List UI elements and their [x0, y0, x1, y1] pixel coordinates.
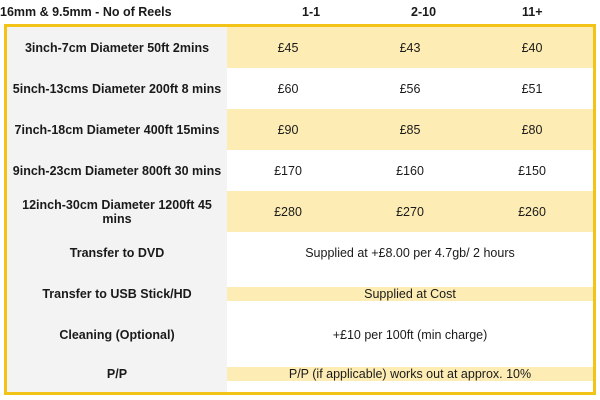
price-cell: £40 — [521, 40, 543, 55]
header-col-3: 11+ — [522, 5, 543, 19]
price-cell: £85 — [399, 122, 421, 137]
table-row — [7, 68, 593, 109]
table-header — [0, 0, 600, 24]
price-cell: £150 — [518, 163, 546, 178]
price-cell: £45 — [277, 40, 299, 55]
span-cell: Supplied at Cost — [227, 287, 593, 301]
price-table — [4, 24, 596, 395]
price-cell: £51 — [521, 81, 543, 96]
table-row — [7, 314, 593, 355]
price-cell: £43 — [399, 40, 421, 55]
price-cell: £270 — [396, 204, 424, 219]
span-cell: Supplied at +£8.00 per 4.7gb/ 2 hours — [227, 246, 593, 260]
span-cell: +£10 per 100ft (min charge) — [227, 328, 593, 342]
price-cell: £90 — [277, 122, 299, 137]
span-cell: P/P (if applicable) works out at approx. 10% — [227, 367, 593, 381]
price-cell: £160 — [396, 163, 424, 178]
price-cell: £260 — [518, 204, 546, 219]
row-label: P/P — [7, 355, 227, 392]
price-cell: £80 — [521, 122, 543, 137]
table-row — [7, 355, 593, 392]
row-label: 7inch-18cm Diameter 400ft 15mins — [7, 109, 227, 150]
row-label: 5inch-13cms Diameter 200ft 8 mins — [7, 68, 227, 109]
table-row — [7, 232, 593, 273]
price-cell: £60 — [277, 81, 299, 96]
table-row — [7, 109, 593, 150]
row-label: 9inch-23cm Diameter 800ft 30 mins — [7, 150, 227, 191]
header-col-2: 2-10 — [411, 5, 437, 19]
row-label: Transfer to USB Stick/HD — [7, 273, 227, 314]
table-row — [7, 150, 593, 191]
price-cell: £170 — [274, 163, 302, 178]
row-label: Transfer to DVD — [7, 232, 227, 273]
header-col-1: 1-1 — [302, 5, 321, 19]
row-label: 12inch-30cm Diameter 1200ft 45 mins — [7, 191, 227, 232]
price-cell: £280 — [274, 204, 302, 219]
table-row — [7, 273, 593, 314]
header-label: 16mm & 9.5mm - No of Reels — [0, 5, 172, 19]
table-row — [7, 191, 593, 232]
row-label: 3inch-7cm Diameter 50ft 2mins — [7, 27, 227, 68]
price-cell: £56 — [399, 81, 421, 96]
table-row — [7, 27, 593, 68]
row-label: Cleaning (Optional) — [7, 314, 227, 355]
